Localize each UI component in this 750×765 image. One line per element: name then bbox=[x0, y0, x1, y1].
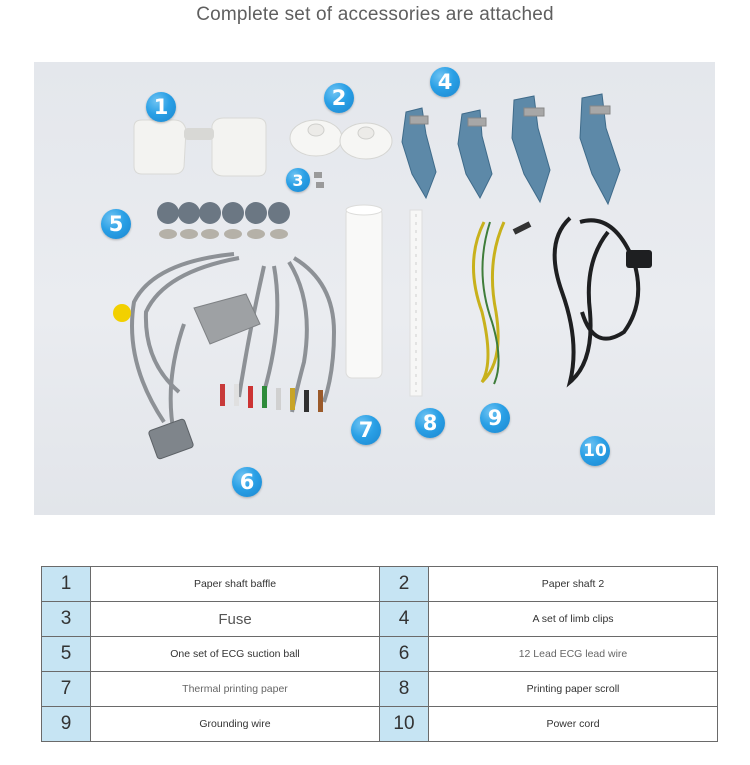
badge-4: 4 bbox=[430, 67, 460, 97]
item-number: 1 bbox=[42, 567, 91, 602]
badge-2: 2 bbox=[324, 83, 354, 113]
thermal-printing-paper bbox=[346, 205, 382, 378]
item-number: 7 bbox=[42, 672, 91, 707]
item-name: Paper shaft 2 bbox=[429, 567, 718, 602]
printing-paper-scroll bbox=[410, 210, 422, 396]
item-number: 8 bbox=[380, 672, 429, 707]
item-name: Thermal printing paper bbox=[91, 672, 380, 707]
ecg-lead-wire bbox=[132, 254, 334, 434]
accessories-photo bbox=[34, 62, 715, 515]
item-number: 3 bbox=[42, 602, 91, 637]
badge-6: 6 bbox=[232, 467, 262, 497]
item-name: A set of limb clips bbox=[429, 602, 718, 637]
table-row bbox=[42, 567, 718, 602]
item-name: Printing paper scroll bbox=[429, 672, 718, 707]
badge-9: 9 bbox=[480, 403, 510, 433]
lead-connectors bbox=[220, 384, 323, 412]
item-number: 5 bbox=[42, 637, 91, 672]
item-number: 2 bbox=[380, 567, 429, 602]
table-row bbox=[42, 637, 718, 672]
fuse bbox=[314, 172, 324, 188]
accessories-table bbox=[41, 566, 718, 742]
accessories-illustration bbox=[34, 62, 715, 515]
table-row bbox=[42, 672, 718, 707]
item-number: 9 bbox=[42, 707, 91, 742]
table-row bbox=[42, 602, 718, 637]
item-name: One set of ECG suction ball bbox=[91, 637, 380, 672]
grounding-wire bbox=[473, 222, 530, 384]
item-number: 4 bbox=[380, 602, 429, 637]
badge-8: 8 bbox=[415, 408, 445, 438]
power-cord bbox=[555, 218, 639, 382]
ecg-suction-balls bbox=[157, 202, 290, 239]
item-name: Power cord bbox=[429, 707, 718, 742]
item-name: Fuse bbox=[91, 602, 380, 637]
item-number: 6 bbox=[380, 637, 429, 672]
badge-7: 7 bbox=[351, 415, 381, 445]
badge-10: 10 bbox=[580, 436, 610, 466]
paper-shaft bbox=[290, 120, 392, 159]
page-title: Complete set of accessories are attached bbox=[196, 4, 554, 25]
limb-clips bbox=[402, 94, 620, 204]
item-name: Grounding wire bbox=[91, 707, 380, 742]
badge-3: 3 bbox=[286, 168, 310, 192]
badge-1: 1 bbox=[146, 92, 176, 122]
item-number: 10 bbox=[380, 707, 429, 742]
paper-shaft-baffle bbox=[134, 118, 266, 176]
item-name: 12 Lead ECG lead wire bbox=[429, 637, 718, 672]
table-row bbox=[42, 707, 718, 742]
item-name: Paper shaft baffle bbox=[91, 567, 380, 602]
badge-5: 5 bbox=[101, 209, 131, 239]
